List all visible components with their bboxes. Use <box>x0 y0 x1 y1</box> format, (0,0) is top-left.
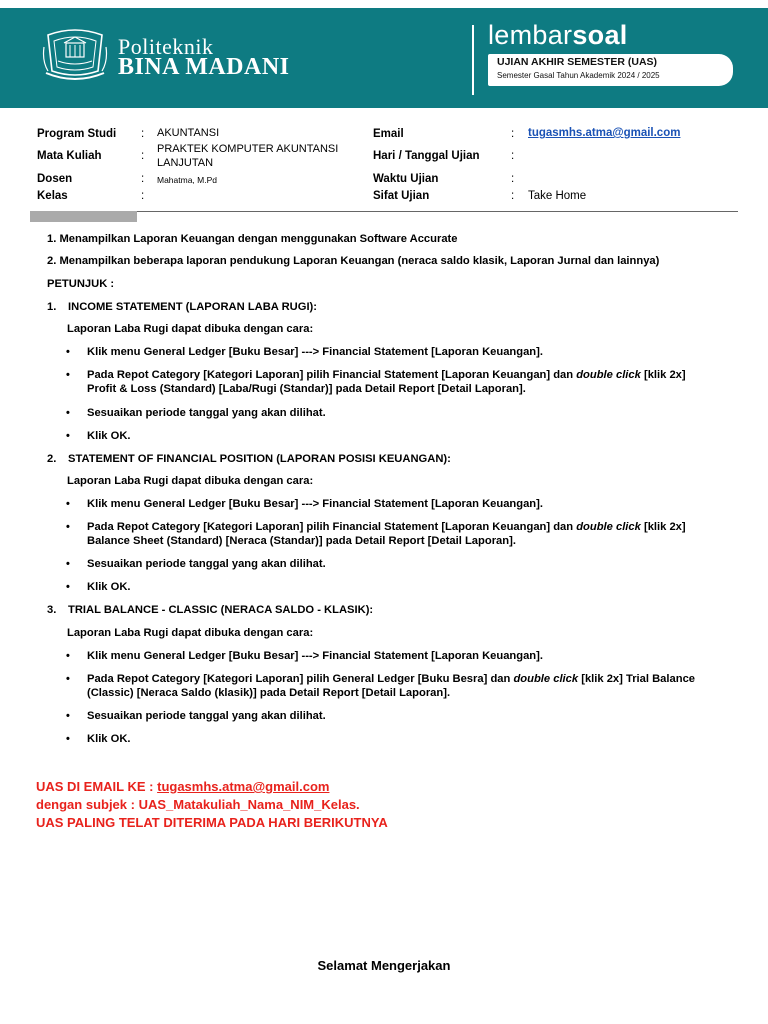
colon: : <box>511 173 515 185</box>
mata-kuliah-value-1: PRAKTEK KOMPUTER AKUNTANSI <box>157 143 339 155</box>
step-text: Klik OK. <box>87 733 131 745</box>
section-intro: Laporan Laba Rugi dapat dibuka dengan cara: <box>67 323 314 335</box>
section-number: 2. <box>47 453 57 465</box>
step-text-part: Pada Repot Category [Kategori Laporan] pilih General Ledger [Buku Besra] dan <box>87 673 514 685</box>
step-text <box>87 369 686 381</box>
step-text: Klik menu General Ledger [Buku Besar] ---> Financial Statement [Laporan Keuangan]. <box>87 346 543 358</box>
notice-prefix: UAS DI EMAIL KE : <box>36 779 158 794</box>
exam-title: UJIAN AKHIR SEMESTER (UAS) <box>497 56 658 68</box>
petunjuk-label: PETUNJUK : <box>47 278 115 290</box>
dosen-value: Mahatma, M.Pd <box>157 175 217 185</box>
header-divider <box>472 25 474 95</box>
bullet-icon: • <box>66 430 70 442</box>
sheet-title-light: lembar <box>488 20 573 50</box>
program-studi-label: Program Studi <box>37 128 117 140</box>
step-text: Sesuaikan periode tanggal yang akan dilihat. <box>87 558 326 570</box>
step-text-part: Pada Repot Category [Kategori Laporan] pilih Financial Statement [Laporan Keuangan] dan <box>87 369 577 381</box>
objective-2: 2. Menampilkan beberapa laporan pendukung Laporan Keuangan (neraca saldo klasik, Laporan Jurnal dan lainnya) <box>47 255 660 267</box>
step-text: Klik OK. <box>87 430 131 442</box>
program-studi-value: AKUNTANSI <box>157 127 220 139</box>
step-text-part: [klik 2x] Trial Balance <box>578 673 696 685</box>
header-band-bottom <box>0 98 768 108</box>
email-link[interactable]: tugasmhs.atma@gmail.com <box>528 127 681 139</box>
brand-line-1: Politeknik <box>118 34 214 59</box>
notice-line-1 <box>36 779 329 794</box>
dosen-label: Dosen <box>37 173 73 185</box>
sheet-title <box>488 20 628 51</box>
step-text: Klik menu General Ledger [Buku Besar] ---> Financial Statement [Laporan Keuangan]. <box>87 498 543 510</box>
colon: : <box>511 128 515 140</box>
colon: : <box>141 128 145 140</box>
brand-line-2: BINA MADANI <box>118 54 290 80</box>
section-intro: Laporan Laba Rugi dapat dibuka dengan cara: <box>67 475 314 487</box>
step-text-italic: double click <box>576 521 641 533</box>
step-text-cont: Balance Sheet (Standard) [Neraca (Standar)] pada Detail Report [Detail Laporan]. <box>87 535 516 547</box>
section-number: 3. <box>47 604 57 616</box>
hari-tanggal-label: Hari / Tanggal Ujian <box>373 150 480 162</box>
section-number: 1. <box>47 301 57 313</box>
step-text <box>87 521 686 533</box>
step-text-part: [klik 2x] <box>640 369 686 381</box>
bullet-icon: • <box>66 581 70 593</box>
colon: : <box>141 150 145 162</box>
exam-subtitle: Semester Gasal Tahun Akademik 2024 / 2025 <box>497 71 660 80</box>
waktu-ujian-label: Waktu Ujian <box>373 173 439 185</box>
bullet-icon: • <box>66 407 70 419</box>
step-text <box>87 673 695 685</box>
notice-line-2: dengan subjek : UAS_Matakuliah_Nama_NIM_Kelas. <box>36 797 360 812</box>
step-text: Sesuaikan periode tanggal yang akan dilihat. <box>87 710 326 722</box>
institution-seal-icon <box>42 27 108 85</box>
step-text: Sesuaikan periode tanggal yang akan dilihat. <box>87 407 326 419</box>
email-label: Email <box>373 128 404 140</box>
sifat-ujian-value: Take Home <box>528 190 587 202</box>
bullet-icon: • <box>66 650 70 662</box>
mata-kuliah-value-2: LANJUTAN <box>157 157 214 169</box>
section-intro: Laporan Laba Rugi dapat dibuka dengan cara: <box>67 627 314 639</box>
bullet-icon: • <box>66 346 70 358</box>
step-text-italic: double click <box>576 369 641 381</box>
colon: : <box>511 190 515 202</box>
step-text-cont: Profit & Loss (Standard) [Laba/Rugi (Standar)] pada Detail Report [Detail Laporan]. <box>87 383 526 395</box>
sheet-title-bold: soal <box>572 20 628 50</box>
step-text: Klik OK. <box>87 581 131 593</box>
colon: : <box>141 173 145 185</box>
colon: : <box>141 190 145 202</box>
section-title: STATEMENT OF FINANCIAL POSITION (LAPORAN POSISI KEUANGAN): <box>68 453 451 465</box>
colon: : <box>511 150 515 162</box>
bullet-icon: • <box>66 733 70 745</box>
bullet-icon: • <box>66 558 70 570</box>
section-title: TRIAL BALANCE - CLASSIC (NERACA SALDO - KLASIK): <box>68 604 374 616</box>
sifat-ujian-label: Sifat Ujian <box>373 190 430 202</box>
step-text-cont: (Classic) [Neraca Saldo (klasik)] pada Detail Report [Detail Laporan]. <box>87 687 451 699</box>
notice-email-link[interactable]: tugasmhs.atma@gmail.com <box>157 779 330 794</box>
bullet-icon: • <box>66 710 70 722</box>
section-title: INCOME STATEMENT (LAPORAN LABA RUGI): <box>68 301 318 313</box>
bullet-icon: • <box>66 498 70 510</box>
bullet-icon: • <box>66 673 70 685</box>
step-text-italic: double click <box>513 673 579 685</box>
step-text: Klik menu General Ledger [Buku Besar] ---> Financial Statement [Laporan Keuangan]. <box>87 650 543 662</box>
gray-marker <box>30 211 137 222</box>
step-text-part: Pada Repot Category [Kategori Laporan] pilih Financial Statement [Laporan Keuangan] dan <box>87 521 577 533</box>
bullet-icon: • <box>66 369 70 381</box>
objective-1: 1. Menampilkan Laporan Keuangan dengan menggunakan Software Accurate <box>47 233 458 245</box>
kelas-label: Kelas <box>37 190 68 202</box>
closing-text: Selamat Mengerjakan <box>317 958 451 973</box>
bullet-icon: • <box>66 521 70 533</box>
notice-line-3: UAS PALING TELAT DITERIMA PADA HARI BERIKUTNYA <box>36 815 388 830</box>
step-text-part: [klik 2x] <box>640 521 686 533</box>
mata-kuliah-label: Mata Kuliah <box>37 150 102 162</box>
